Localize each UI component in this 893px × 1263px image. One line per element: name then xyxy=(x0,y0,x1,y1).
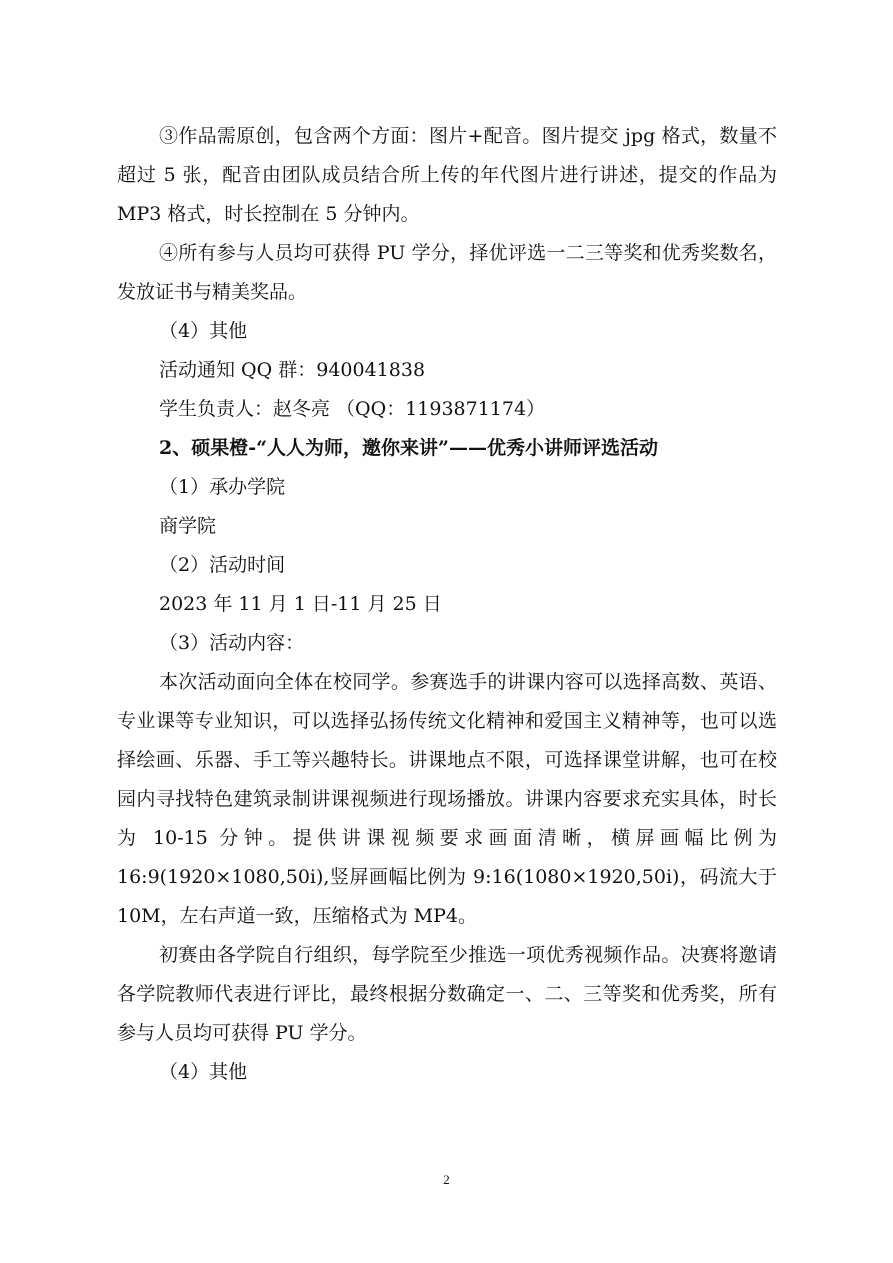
paragraph-content: 本次活动面向全体在校同学。参赛选手的讲课内容可以选择高数、英语、专业课等专业知识，可以选择弘扬传统文化精神和爱国主义精神等，也可以选择绘画、乐器、手工等兴趣特长。讲课地点不限，可选择课堂讲解，也可在校园内寻找特色建筑录制讲课视频进行现场播放。讲课内容要求充实具体，时长为 10-15 分钟。提供讲课视频要求画面清晰，横屏画幅比例为 16:9(1920×1080,50i),竖屏画幅比例为 9:16(1080×1920,50i)，码流大于 10M，左右声道一致，压缩格式为 MP4。 xyxy=(117,671,777,927)
paragraph-competition: 初赛由各学院自行组织，每学院至少推选一项优秀视频作品。决赛将邀请各学院教师代表进行评比，最终根据分数确定一、二、三等奖和优秀奖，所有参与人员均可获得 PU 学分。 xyxy=(117,944,777,1044)
subheading-other-1: （4）其他 xyxy=(159,320,248,342)
subheading-time: （2）活动时间 xyxy=(159,554,286,576)
qq-group-line: 活动通知 QQ 群：940041838 xyxy=(159,359,426,381)
section-2-title: 2、硕果橙-“人人为师，邀你来讲”——优秀小讲师评选活动 xyxy=(159,437,658,459)
page-number: 2 xyxy=(443,1172,450,1187)
subheading-other-2: （4）其他 xyxy=(159,1061,248,1083)
paragraph-item-4: ④所有参与人员均可获得 PU 学分，择优评选一二三等奖和优秀奖数名，发放证书与精美奖品。 xyxy=(117,242,777,303)
contact-line: 学生负责人：赵冬亮 （QQ：1193871174） xyxy=(159,398,546,420)
time-value: 2023 年 11 月 1 日-11 月 25 日 xyxy=(159,593,442,615)
subheading-content: （3）活动内容： xyxy=(159,632,305,654)
host-value: 商学院 xyxy=(159,515,217,537)
paragraph-item-3: ③作品需原创，包含两个方面：图片+配音。图片提交 jpg 格式，数量不超过 5 张，配音由团队成员结合所上传的年代图片进行讲述，提交的作品为 MP3 格式，时长控制在 5 分钟内。 xyxy=(117,125,777,225)
subheading-host: （1）承办学院 xyxy=(159,476,286,498)
